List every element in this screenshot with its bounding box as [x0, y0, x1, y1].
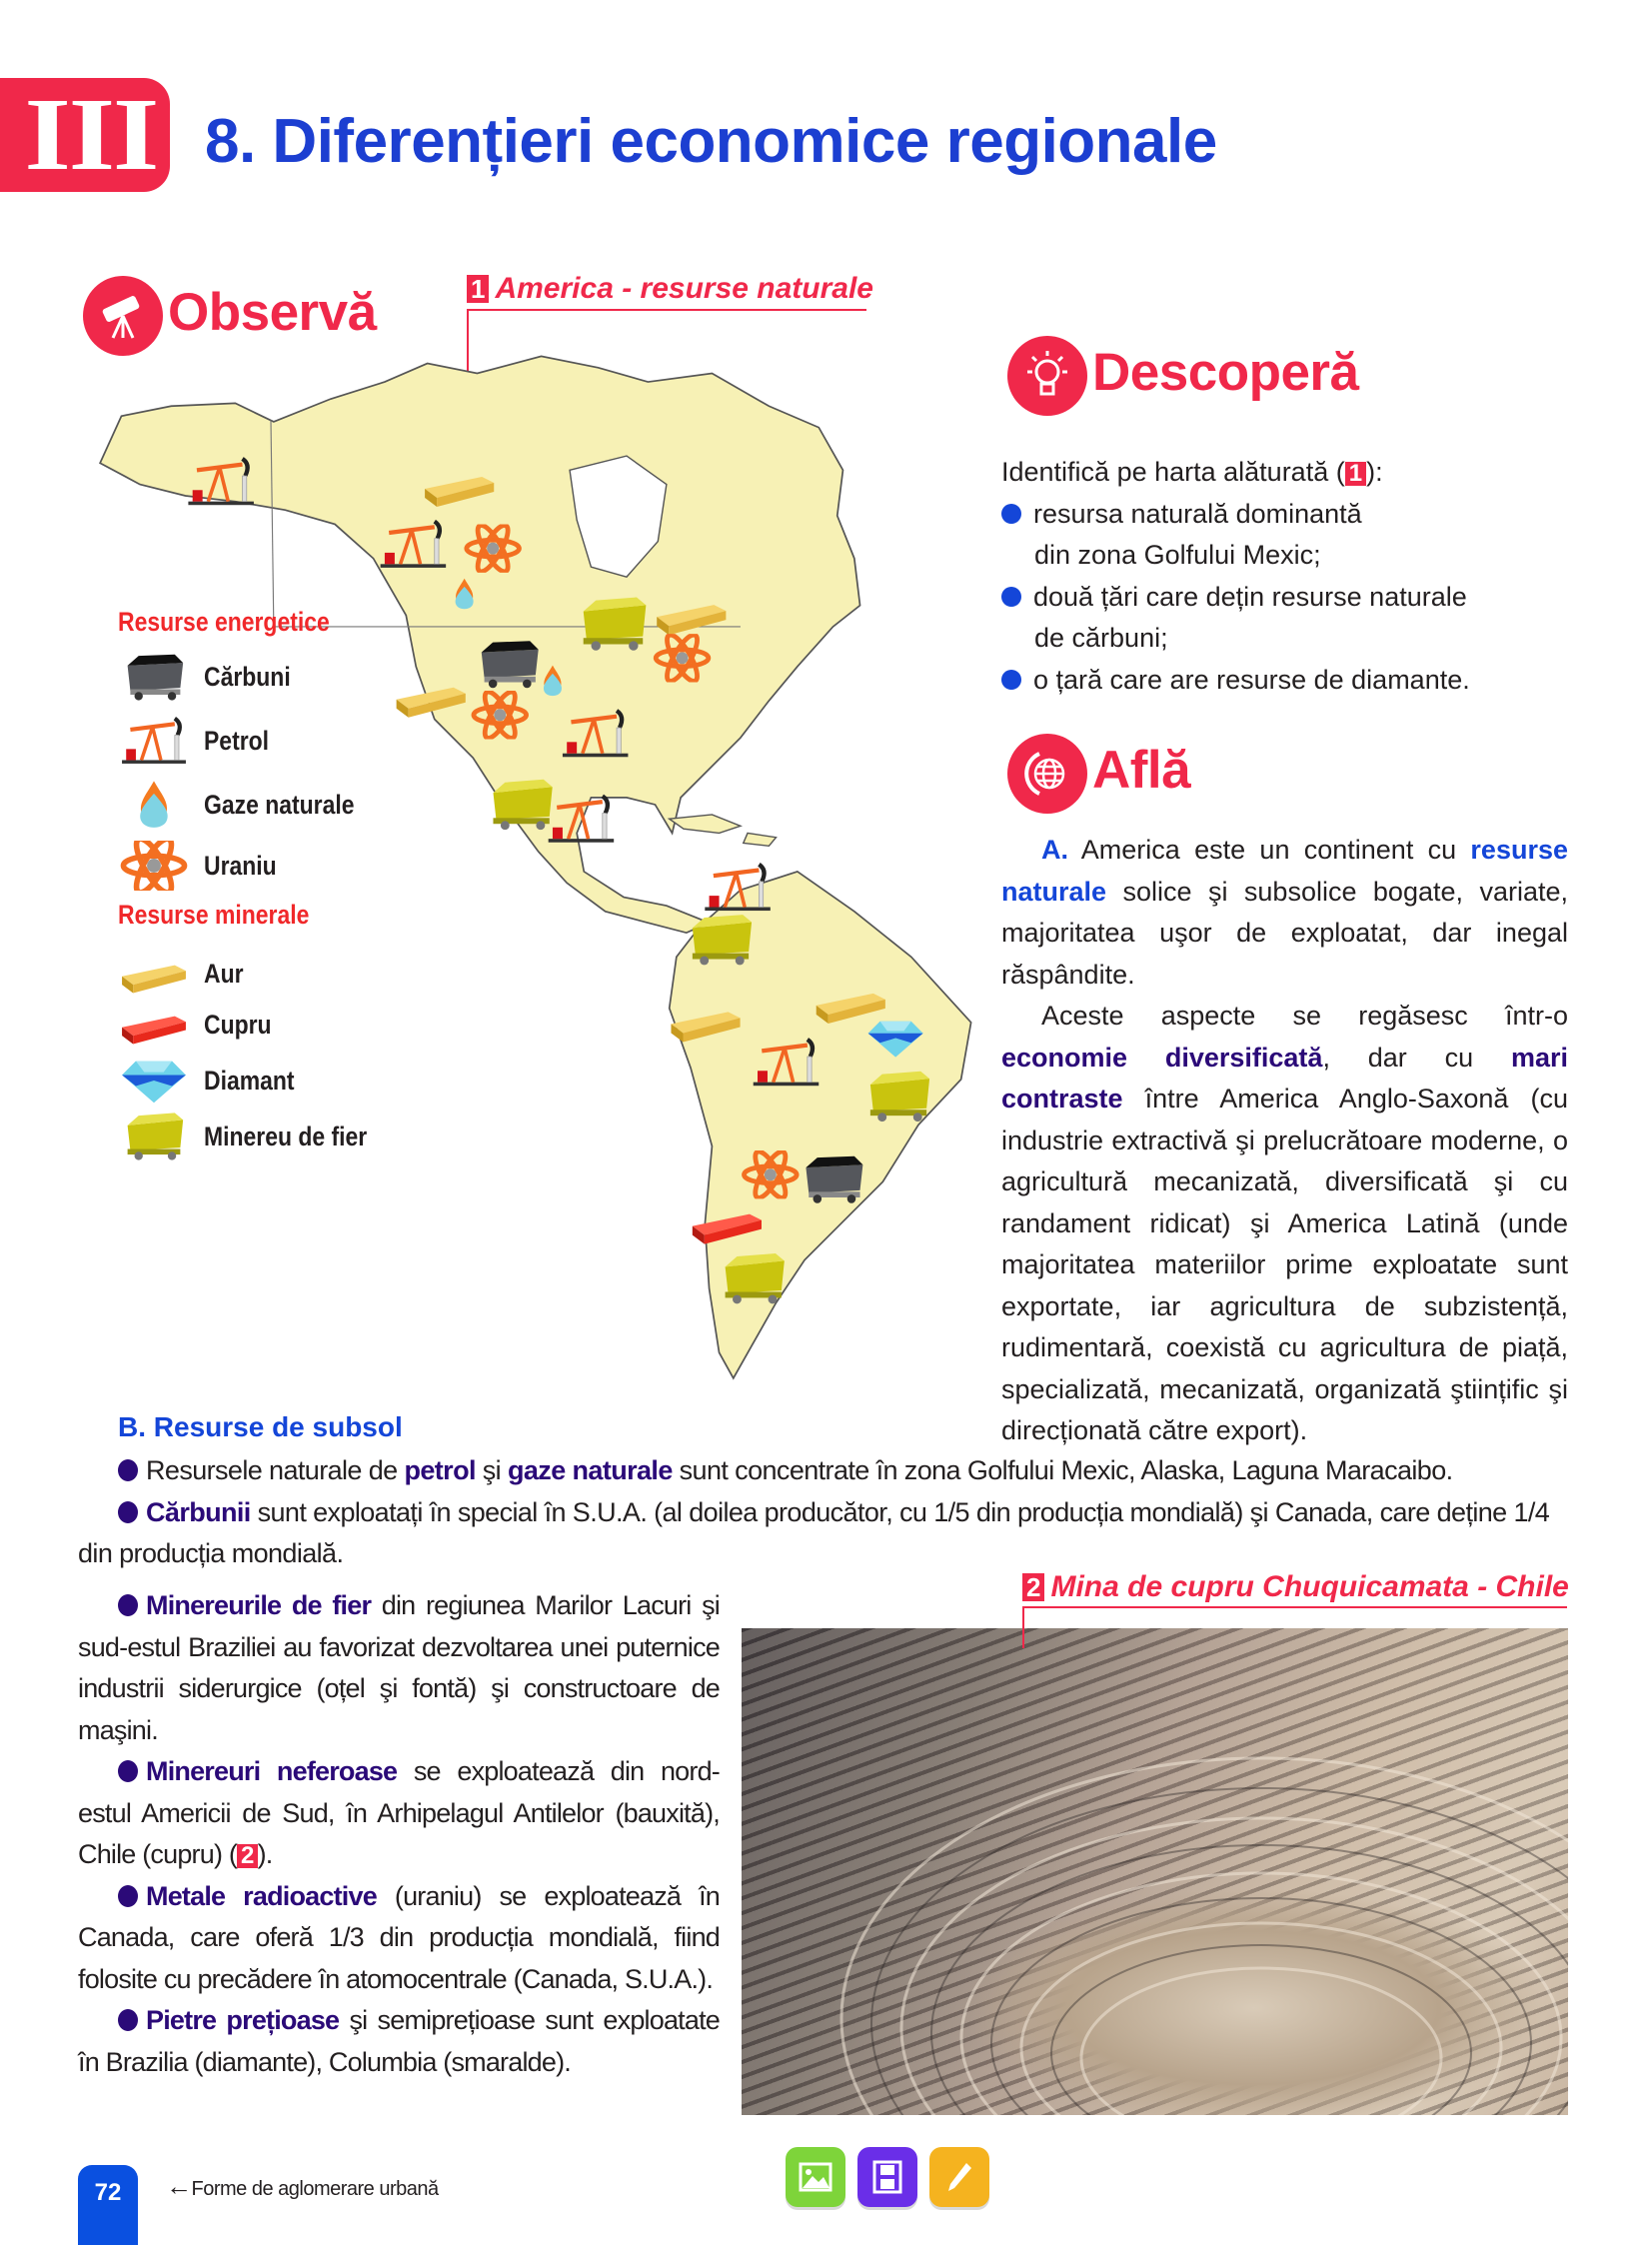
- keyword: resurse naturale: [1001, 835, 1568, 907]
- text: şi: [475, 1455, 508, 1485]
- legend-mineral-title: Resurse minerale: [118, 900, 310, 930]
- map-legend: [118, 607, 396, 1164]
- caption-leader-line: [1022, 1606, 1024, 1648]
- page-number: 72: [78, 2165, 138, 2245]
- task-text: din zona Golfului Mexic;: [1034, 540, 1321, 570]
- photo-caption: [1022, 1570, 1569, 1604]
- bullet: [118, 1459, 138, 1481]
- text: , dar cu: [1322, 1042, 1511, 1073]
- legend-label: Cărbuni: [204, 661, 291, 692]
- coal-marker: [482, 641, 539, 688]
- globe-icon: [1007, 734, 1087, 814]
- task-text: resursa naturală dominantă: [1033, 498, 1362, 529]
- coal-marker: [806, 1156, 862, 1203]
- subsol-bullet: [78, 2000, 720, 2083]
- pencil-icon: [944, 2160, 974, 2194]
- descopera-intro: [1001, 452, 1470, 494]
- paragraph-label: A.: [1041, 835, 1068, 865]
- gold-bar-icon: [118, 949, 190, 999]
- gas-flame-icon: [118, 780, 190, 830]
- subsol-bullet: [78, 1585, 720, 1751]
- iron-marker: [870, 1072, 929, 1122]
- telescope-icon: [83, 276, 163, 356]
- intro-text: Identifică pe harta alăturată (: [1001, 457, 1345, 487]
- keyword: Pietre prețioase: [146, 2005, 340, 2035]
- ore-cart-icon: [118, 1112, 190, 1161]
- afla-paragraph-a: [1001, 830, 1568, 996]
- afla-text: [1001, 830, 1568, 1452]
- text: Resursele naturale de: [146, 1455, 405, 1485]
- bullet: [118, 1594, 138, 1616]
- descopera-task: [1001, 452, 1470, 701]
- legend-label: Cupru: [204, 1009, 272, 1040]
- legend-label: Petrol: [204, 725, 270, 756]
- caption-rule: [467, 309, 866, 311]
- bullet: [118, 1501, 138, 1523]
- keyword: economie diversificată: [1001, 1042, 1323, 1073]
- caribbean-islands: [670, 815, 777, 846]
- map-caption: [467, 272, 873, 306]
- text: sunt exploatați în special în S.U.A. (al doilea producător, cu 1/5 din producția mondială) şi Canada, care deține 1/4 din producția mondială.: [78, 1496, 1550, 1568]
- bullet: [1001, 504, 1021, 524]
- caption-rule: [1022, 1606, 1567, 1608]
- chapter-number: III: [23, 77, 157, 192]
- bullet: [118, 2009, 138, 2031]
- text: (uraniu) se exploatează în Canada, care oferă 1/3 din producția mondială, fiind folosite cu precădere în atomocentrale (Canada, S.U.A.).: [78, 1880, 721, 1994]
- task-text: două țări care dețin resurse naturale: [1033, 581, 1467, 612]
- photo-caption-text: Mina de cupru Chuquicamata - Chile: [1050, 1570, 1569, 1603]
- subsol-column: [78, 1585, 720, 2083]
- subsol-bullet: [78, 1492, 1569, 1575]
- iron-marker: [693, 915, 752, 965]
- keyword: mari contraste: [1001, 1042, 1569, 1114]
- section-title-observa: Observă: [168, 283, 377, 342]
- subsol-bullet: [78, 1450, 1569, 1492]
- text: sunt concentrate în zona Golfului Mexic, Alaska, Laguna Maracaibo.: [672, 1455, 1453, 1485]
- section-title-afla: Află: [1092, 741, 1191, 800]
- legend-item-coal: [118, 646, 396, 708]
- text: solice şi subsolice bogate, variate, majoritatea uşor de exploatat, dar inegal răspândite.: [1001, 876, 1568, 990]
- figure-ref: 2: [237, 1844, 258, 1868]
- legend-label: Diamant: [204, 1065, 295, 1096]
- copper-bar-icon: [118, 1000, 190, 1050]
- subsol-intro: [78, 1450, 1569, 1575]
- lightbulb-icon: [1007, 336, 1087, 416]
- atom-icon: [118, 841, 190, 891]
- subsol-heading: B. Resurse de subsol: [118, 1411, 403, 1442]
- legend-label: Uraniu: [204, 850, 277, 881]
- bullet: [118, 1885, 138, 1907]
- map-caption-text: America - resurse naturale: [495, 272, 873, 305]
- copper-mine-photo: [742, 1628, 1568, 2115]
- keyword: Metale radioactive: [146, 1880, 377, 1911]
- video-button[interactable]: [857, 2147, 917, 2207]
- keyword: Minereuri neferoase: [146, 1756, 398, 1786]
- keyword: Minereurile de fier: [146, 1590, 372, 1620]
- legend-item-uranium: [118, 836, 396, 896]
- film-icon: [872, 2160, 902, 2194]
- exercise-button[interactable]: [929, 2147, 989, 2207]
- legend-label: Minereu de fier: [204, 1121, 368, 1151]
- task-item: [1001, 660, 1470, 702]
- legend-item-gold: [118, 951, 396, 997]
- afla-paragraph-2: [1001, 996, 1568, 1452]
- text: Aceste aspecte se regăsesc într-o: [1041, 1001, 1568, 1031]
- text: se exploatează din nord-estul Americii de Sud, în Arhipelagul Antilelor (bauxită), Chile (cupru) (: [78, 1756, 720, 1869]
- legend-item-iron: [118, 1109, 396, 1164]
- section-title-descopera: Descoperă: [1092, 343, 1359, 402]
- bullet: [1001, 670, 1021, 690]
- intro-text: ):: [1366, 457, 1383, 487]
- legend-label: Gaze naturale: [204, 789, 355, 820]
- legend-item-petrol: [118, 708, 396, 774]
- task-item: [1001, 494, 1470, 536]
- subsol-bullet: [78, 1876, 720, 2001]
- text: ).: [257, 1839, 273, 1869]
- arrow-left-icon: ←: [166, 2171, 192, 2201]
- keyword: Cărbunii: [146, 1496, 251, 1527]
- text: din regiunea Marilor Lacuri şi sud-estul Braziliei au favorizat dezvoltarea unei puternice industrii siderurgice (oțel şi fontă) şi constructoare de maşini.: [78, 1590, 721, 1745]
- iron-marker: [493, 780, 552, 830]
- text: America este un continent cu: [1068, 835, 1471, 865]
- diamond-icon: [118, 1056, 190, 1106]
- task-item: [1001, 577, 1470, 619]
- image-icon: [799, 2162, 832, 2192]
- task-text: de cărbuni;: [1034, 623, 1168, 653]
- coal-icon: [118, 652, 190, 702]
- figure-number: 1: [467, 275, 489, 303]
- oil-pump-icon: [118, 716, 190, 766]
- legend-energy-title: Resurse energetice: [118, 607, 330, 637]
- subsol-bullet: [78, 1751, 720, 1876]
- prev-topic-link[interactable]: [166, 2171, 439, 2202]
- legend-item-diamond: [118, 1053, 396, 1109]
- prev-topic-label: Forme de aglomerare urbană: [191, 2178, 439, 2200]
- task-text: o țară care are resurse de diamante.: [1033, 664, 1470, 695]
- figure-ref: 1: [1345, 462, 1366, 486]
- legend-item-gas: [118, 774, 396, 836]
- figure-number: 2: [1022, 1573, 1044, 1601]
- bullet: [118, 1760, 138, 1782]
- legend-item-copper: [118, 997, 396, 1053]
- bullet: [1001, 587, 1021, 607]
- image-gallery-button[interactable]: [786, 2147, 845, 2207]
- iron-marker: [726, 1253, 785, 1303]
- chapter-badge: [0, 78, 170, 192]
- text: între America Anglo-Saxonă (cu industrie extractivă şi prelucrătoare moderne, o agricultură mecanizată, diversificată şi cu randament ridicat) şi America Latină (unde majoritatea materiilor prime exploatate sunt exportate, iar agricultura de subzistență, rudimentară, coexistă cu agricultura de piață, specializată, mecanizată, organizată ştiințific şi direcționată către export).: [1001, 1084, 1568, 1445]
- legend-label: Aur: [204, 958, 244, 989]
- keyword: gaze naturale: [507, 1455, 673, 1485]
- keyword: petrol: [404, 1455, 476, 1485]
- iron-marker: [584, 598, 647, 651]
- text: şi semiprețioase sunt exploatate în Brazilia (diamante), Columbia (smaralde).: [78, 2005, 720, 2077]
- page-title: 8. Diferențieri economice regionale: [205, 107, 1217, 176]
